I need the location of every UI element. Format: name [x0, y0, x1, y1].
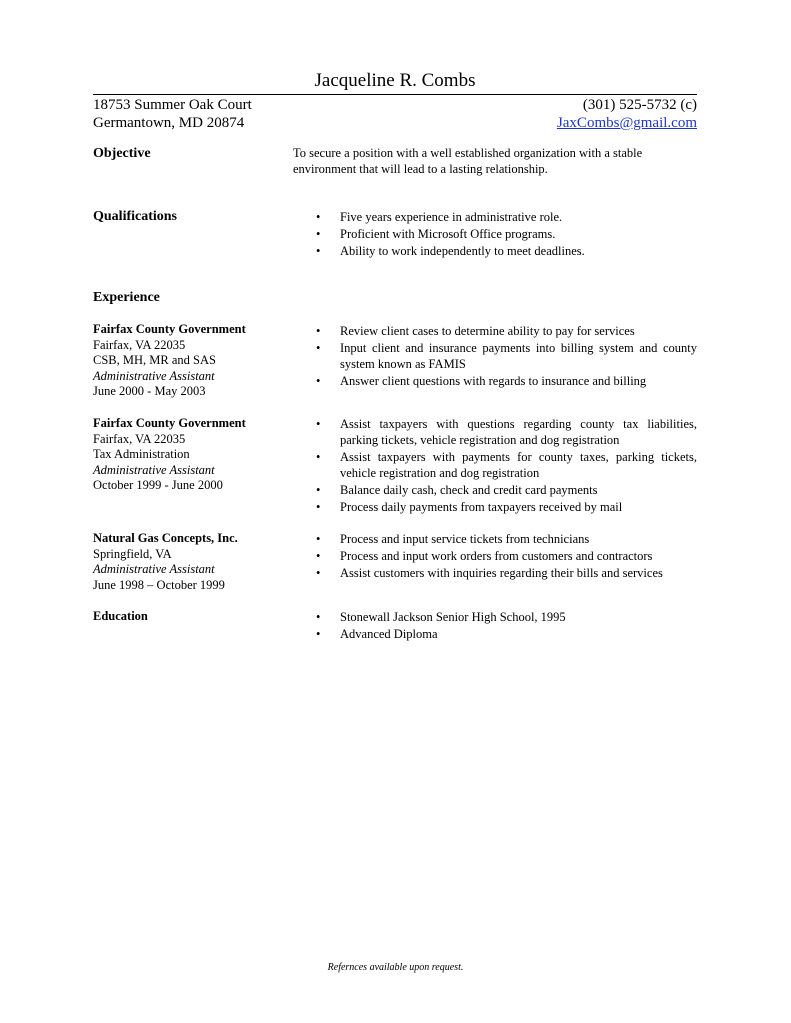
experience-heading: Experience	[93, 290, 160, 305]
education-list	[310, 609, 697, 643]
list-item: • Process and input service tickets from technicians	[316, 532, 590, 546]
job-location: Springfield, VA	[93, 546, 172, 561]
education-heading: Education	[93, 609, 148, 623]
bullet-icon: •	[316, 566, 321, 580]
phone-number: (301) 525-5732 (c)	[582, 97, 697, 113]
list-item: • Assist taxpayers with payments for county taxes, parking tickets, vehicle registration and dog registration	[316, 450, 697, 480]
objective-text	[293, 145, 697, 177]
list-item: • Review client cases to determine ability to pay for services	[316, 324, 635, 338]
bullet-icon: •	[316, 450, 321, 464]
contact-block	[557, 96, 697, 132]
objective-heading: Objective	[93, 146, 151, 161]
qualifications-list	[310, 209, 697, 260]
bullet-icon: •	[316, 374, 321, 388]
bullet-icon: •	[316, 324, 321, 338]
bullet-icon: •	[316, 483, 321, 497]
list-item: • Ability to work independently to meet deadlines.	[316, 244, 585, 258]
job-employer: Fairfax County Government	[93, 322, 246, 336]
address-block	[93, 96, 252, 132]
job-2-duties	[310, 416, 697, 516]
email-link[interactable]: JaxCombs@gmail.com	[556, 115, 697, 131]
education-details	[93, 609, 293, 625]
job-employer: Natural Gas Concepts, Inc.	[93, 531, 238, 545]
job-3-duties	[310, 531, 697, 582]
bullet-icon: •	[316, 227, 321, 241]
list-item: • Five years experience in administrative role.	[316, 210, 563, 224]
job-dates: October 1999 - June 2000	[93, 478, 223, 493]
list-item: • Assist customers with inquiries regarding their bills and services	[316, 566, 663, 580]
list-item: • Balance daily cash, check and credit card payments	[316, 483, 598, 497]
list-item: • Process and input work orders from customers and contractors	[316, 549, 653, 563]
list-item: • Assist taxpayers with questions regarding county tax liabilities, parking tickets, vehicle registration and dog registration	[316, 417, 697, 447]
qualifications-heading: Qualifications	[93, 209, 178, 224]
job-title: Administrative Assistant	[93, 462, 215, 477]
list-item: • Input client and insurance payments into billing system and county system known as FAMIS	[316, 341, 697, 371]
bullet-icon: •	[316, 610, 321, 624]
address-line-1: 18753 Summer Oak Court	[93, 97, 252, 113]
references-note: Refernces available upon request.	[327, 962, 464, 973]
list-item: • Advanced Diploma	[316, 627, 438, 641]
job-1-duties	[310, 323, 697, 390]
job-employer: Fairfax County Government	[93, 416, 246, 430]
job-dates: June 1998 – October 1999	[93, 577, 225, 592]
objective-line-1: To secure a position with a well established organization with a stable	[293, 146, 643, 160]
list-item: • Answer client questions with regards to insurance and billing	[316, 374, 647, 388]
list-item: • Proficient with Microsoft Office programs.	[316, 227, 556, 241]
list-item: • Process daily payments from taxpayers received by mail	[316, 500, 623, 514]
list-item: • Stonewall Jackson Senior High School, 1995	[316, 610, 566, 624]
job-title: Administrative Assistant	[93, 368, 215, 383]
bullet-icon: •	[316, 532, 321, 546]
objective-line-2: environment that will lead to a lasting relationship.	[293, 162, 548, 176]
candidate-name: Jacqueline R. Combs	[314, 70, 476, 91]
header-divider	[93, 94, 697, 95]
job-1-details	[93, 322, 293, 400]
job-2-details	[93, 416, 293, 494]
bullet-icon: •	[316, 244, 321, 258]
job-department: Tax Administration	[93, 447, 190, 462]
bullet-icon: •	[316, 210, 321, 224]
bullet-icon: •	[316, 341, 321, 355]
job-location: Fairfax, VA 22035	[93, 431, 186, 446]
bullet-icon: •	[316, 417, 321, 431]
job-3-details	[93, 531, 293, 593]
job-department: CSB, MH, MR and SAS	[93, 353, 216, 368]
bullet-icon: •	[316, 500, 321, 514]
bullet-icon: •	[316, 627, 321, 641]
job-location: Fairfax, VA 22035	[93, 337, 186, 352]
job-title: Administrative Assistant	[93, 562, 215, 577]
bullet-icon: •	[316, 549, 321, 563]
job-dates: June 2000 - May 2003	[93, 384, 206, 399]
address-line-2: Germantown, MD 20874	[93, 115, 245, 131]
